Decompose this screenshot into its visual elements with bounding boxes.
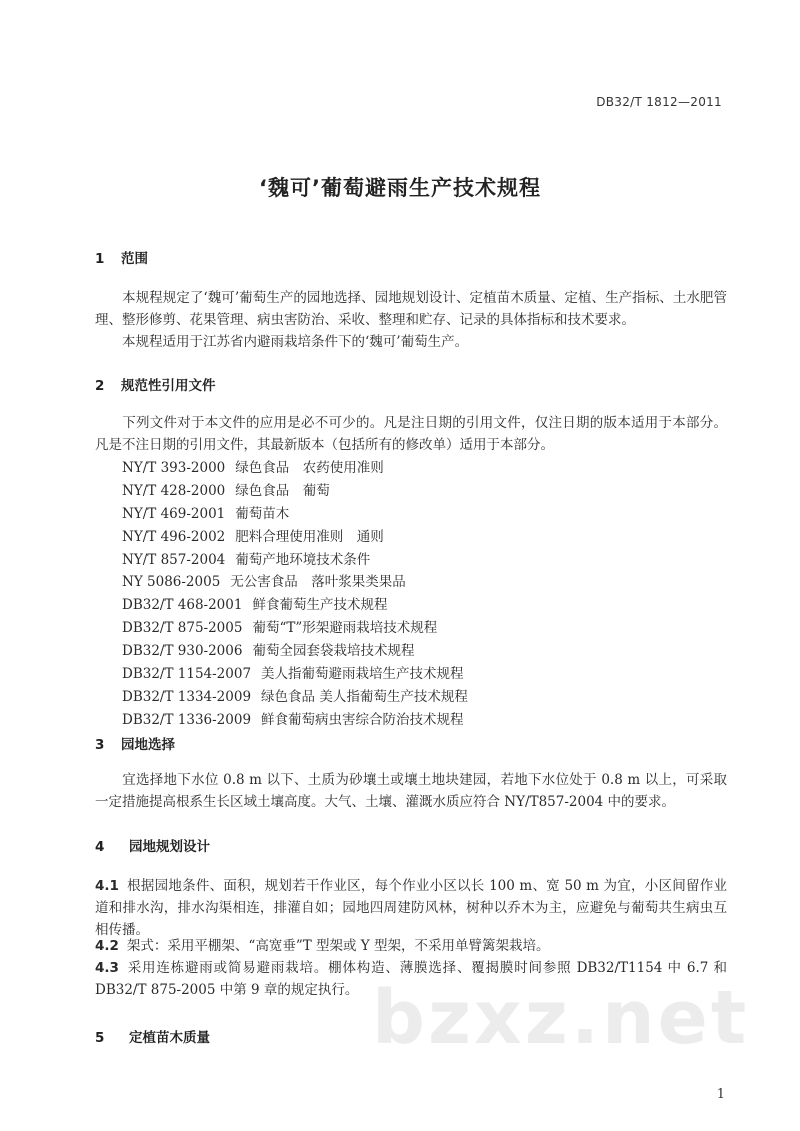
clause-4-1: 4.1 根据园地条件、面积，规划若干作业区，每个作业小区以长 100 m、宽 50 m 为宜，小区间留作业道和排水沟，排水沟渠相连，排灌自如；园地四周建防风林，树种以乔木为主，应避免与葡萄共生病虫互相传播。 (95, 878, 727, 938)
section-title: 范围 (121, 251, 148, 267)
section-heading-site-selection (95, 733, 175, 753)
section-heading-seedling-quality (95, 1026, 210, 1046)
page-number: 1 (716, 1087, 725, 1102)
references-intro-paragraph: 下列文件对于本文件的应用是必不可少的。凡是注日期的引用文件，仅注日期的版本适用于本部分。凡是不注日期的引用文件，其最新版本（包括所有的修改单）适用于本部分。 (95, 415, 727, 453)
reference-name: 鲜食葡萄生产技术规程 (252, 597, 388, 614)
reference-name: 绿色食品 葡萄 (235, 482, 330, 499)
reference-name: 葡萄苗木 (235, 505, 290, 522)
reference-name: 绿色食品 农药使用准则 (235, 460, 384, 476)
reference-list (122, 456, 468, 731)
reference-item (122, 685, 468, 708)
reference-item (122, 616, 468, 639)
reference-code: DB32/T 1154-2007 (122, 666, 252, 683)
watermark: bzxz.net (372, 975, 750, 1061)
reference-code: NY 5086-2005 (122, 574, 221, 591)
standard-code: DB32/T 1812—2011 (596, 95, 722, 109)
section-heading-normative-references (95, 374, 216, 394)
section-title: 园地规划设计 (129, 839, 210, 855)
reference-code: DB32/T 875-2005 (122, 620, 243, 637)
clause-number: 4.2 (95, 938, 119, 954)
reference-code: NY/T 428-2000 (122, 482, 226, 499)
reference-name: 葡萄全园套袋栽培技术规程 (252, 643, 415, 660)
reference-item (122, 548, 468, 571)
reference-code: DB32/T 1336-2009 (122, 711, 252, 728)
section-title: 定植苗木质量 (129, 1030, 210, 1046)
reference-code: NY/T 857-2004 (122, 551, 226, 568)
reference-name: 肥料合理使用准则 通则 (235, 528, 384, 545)
section-title: 园地选择 (121, 737, 175, 753)
reference-item (122, 456, 468, 479)
reference-item (122, 708, 468, 731)
scope-paragraph-1: 本规程规定了‘魏可’葡萄生产的园地选择、园地规划设计、定植苗木质量、定植、生产指标、土水肥管理、整形修剪、花果管理、病虫害防治、采收、整理和贮存、记录的具体指标和技术要求。 (95, 290, 727, 328)
reference-code: DB32/T 1334-2009 (122, 688, 252, 705)
section-heading-scope (95, 247, 148, 267)
clause-4-3: 4.3 采用连栋避雨或简易避雨栽培。棚体构造、薄膜选择、覆揭膜时间参照 DB32/T1154 中 6.7 和 DB32/T 875-2005 中第 9 章的规定执行。 (95, 960, 727, 998)
reference-code: NY/T 469-2001 (122, 505, 226, 522)
reference-item (122, 662, 468, 685)
document-title: ‘魏可’葡萄避雨生产技术规程 (259, 176, 541, 200)
reference-item (122, 479, 468, 502)
reference-name: 葡萄“T”形架避雨栽培技术规程 (252, 620, 438, 637)
clause-number: 4.1 (95, 878, 119, 894)
reference-item (122, 502, 468, 525)
clause-number: 4.3 (95, 960, 119, 976)
reference-code: NY/T 496-2002 (122, 528, 226, 545)
section-number: 3 (95, 737, 105, 753)
reference-item (122, 639, 468, 662)
site-selection-paragraph: 宜选择地下水位 0.8 m 以下、土质为砂壤土或壤土地块建园，若地下水位处于 0.8 m 以上，可采取一定措施提高根系生长区域土壤高度。大气、土壤、灌溉水质应符合 NY/T857-2004 中的要求。 (95, 772, 727, 810)
section-title: 规范性引用文件 (121, 378, 216, 394)
reference-name: 鲜食葡萄病虫害综合防治技术规程 (261, 711, 464, 728)
section-number: 1 (95, 251, 105, 267)
reference-name: 美人指葡萄避雨栽培生产技术规程 (261, 666, 464, 683)
reference-item (122, 525, 468, 548)
section-heading-site-planning (95, 835, 210, 855)
reference-code: DB32/T 930-2006 (122, 643, 243, 660)
reference-name: 葡萄产地环境技术条件 (235, 551, 371, 568)
clause-4-2: 4.2 架式：采用平棚架、“高宽垂”T 型架或 Y 型架，不采用单臂篱架栽培。 (95, 938, 550, 954)
reference-item (122, 593, 468, 616)
reference-name: 绿色食品 美人指葡萄生产技术规程 (261, 688, 468, 705)
reference-code: DB32/T 468-2001 (122, 597, 243, 614)
section-number: 2 (95, 378, 105, 394)
section-number: 5 (95, 1030, 105, 1046)
scope-paragraph-2: 本规程适用于江苏省内避雨栽培条件下的‘魏可’葡萄生产。 (122, 334, 469, 350)
reference-item (122, 570, 468, 593)
section-number: 4 (95, 839, 105, 855)
reference-name: 无公害食品 落叶浆果类果品 (230, 574, 406, 591)
reference-code: NY/T 393-2000 (122, 460, 226, 476)
